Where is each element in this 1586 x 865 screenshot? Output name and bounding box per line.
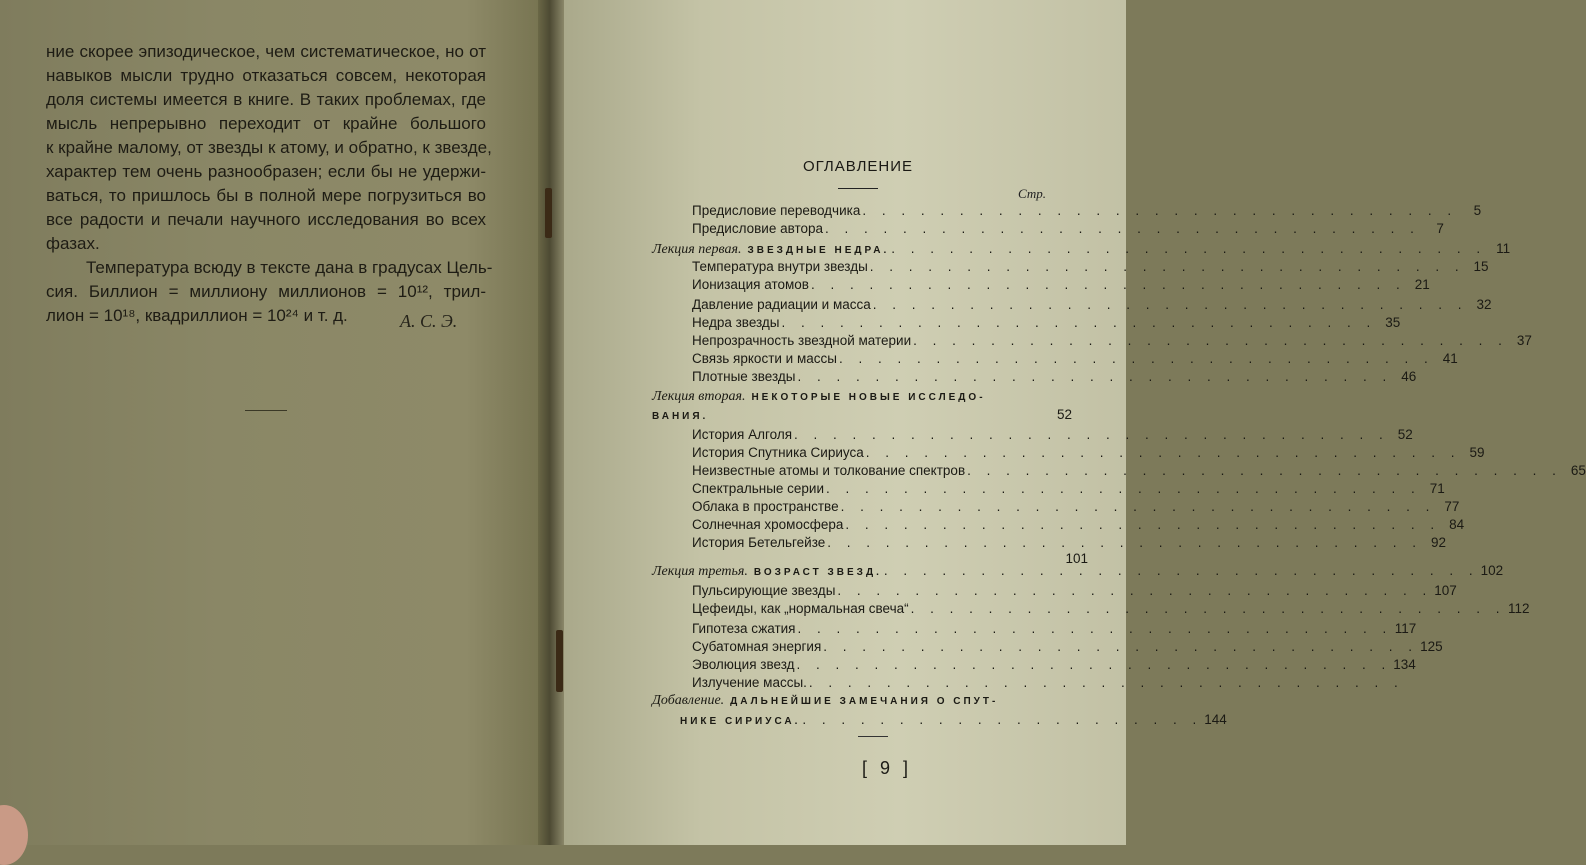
- toc-entry: [692, 427, 1413, 442]
- entry-title: Связь яркости и массы: [692, 351, 837, 366]
- toc-entry: [692, 445, 1485, 460]
- text-line: все радости и печали научного исследования во всех: [46, 210, 486, 229]
- text-line: Температура всюду в тексте дана в градусах Цель-: [86, 258, 493, 277]
- leader-dots: . . . . . . . . . . . . . . . . . . . . . . . . . . . . . . .: [781, 315, 1377, 330]
- entry-title: Ионизация атомов: [692, 277, 809, 292]
- text-line: характер тем очень разнообразен; если бы не удержи-: [46, 162, 486, 181]
- leader-dots: . . . . . . . . . . . . . . . . . . . . . . . . . . . . . . .: [810, 277, 1406, 292]
- toc-entry: [692, 221, 1444, 236]
- toc-entry: [692, 297, 1492, 312]
- lecture-label: Лекция третья.: [652, 564, 748, 579]
- toc-entry: [692, 601, 1530, 616]
- toc-entry: [692, 203, 1482, 218]
- entry-title: Гипотеза сжатия: [692, 621, 796, 636]
- toc-lecture-heading: [652, 563, 1504, 580]
- title-rule: [838, 188, 878, 189]
- lecture-subtitle-cont: ВАНИЯ.: [652, 411, 709, 422]
- entry-title: Излучение массы.: [692, 675, 807, 690]
- toc-entry: [692, 535, 1447, 550]
- toc-entry: [692, 675, 1404, 690]
- end-rule: [858, 736, 888, 737]
- entry-title: История Спутника Сириуса: [692, 445, 864, 460]
- toc-lecture-heading-cont: [680, 712, 1227, 727]
- toc-entry: [692, 657, 1416, 672]
- lecture-subtitle: ДАЛЬНЕЙШИЕ ЗАМЕЧАНИЯ О СПУТ-: [730, 696, 999, 707]
- toc-lecture-heading: [652, 241, 1511, 258]
- entry-title: Давление радиации и масса: [692, 297, 871, 312]
- text-line: навыков мысли трудно отказаться совсем, некоторая: [46, 66, 486, 85]
- text-line: фазах.: [46, 234, 100, 253]
- entry-page: 117: [1394, 621, 1417, 636]
- text-line: ние скорее эпизодическое, чем систематическое, но от: [46, 42, 486, 61]
- entry-title: Температура внутри звезды: [692, 259, 868, 274]
- leader-dots: . . . . . . . . . . . . . . . . . . . . . . . . . . . . . . .: [797, 369, 1393, 384]
- leader-dots: . . . . . . . . . . . . . . . . . . . . . . . . . . . . . . .: [823, 639, 1419, 654]
- toc-entry: [692, 463, 1586, 478]
- entry-page: 65: [1570, 463, 1586, 478]
- entry-page: 37: [1516, 333, 1532, 348]
- entry-title: Спектральные серии: [692, 481, 825, 496]
- page-number: [ 9 ]: [861, 758, 912, 778]
- toc-entry: [692, 583, 1457, 598]
- lecture-subtitle: ЗВЕЗДНЫЕ НЕДРА.: [747, 245, 890, 256]
- entry-page: 71: [1429, 481, 1445, 496]
- lecture-subtitle-cont: НИКЕ СИРИУСА.: [680, 716, 801, 727]
- section-divider: [245, 410, 287, 411]
- toc-entry: [692, 351, 1458, 366]
- entry-page: 46: [1401, 369, 1417, 384]
- entry-title: Солнечная хромосфера: [692, 517, 844, 532]
- entry-title: Облака в пространстве: [692, 499, 839, 514]
- entry-page: 77: [1444, 499, 1460, 514]
- book-spine: [538, 0, 564, 845]
- toc-entry: [692, 639, 1443, 654]
- leader-dots: . . . . . . . . . . . . . . . . . . . . . . . . . . . . . . .: [845, 517, 1441, 532]
- entry-page: 84: [1449, 517, 1465, 532]
- toc-entry: [692, 277, 1430, 292]
- toc-entry: [692, 259, 1489, 274]
- entry-page: 125: [1420, 639, 1443, 654]
- entry-page: 52: [1397, 427, 1413, 442]
- lecture-label: Лекция первая.: [652, 242, 742, 257]
- entry-page: 7: [1436, 221, 1444, 236]
- toc-lecture-heading: [652, 693, 1093, 709]
- entry-page: 92: [1431, 535, 1447, 550]
- entry-page: 112: [1507, 601, 1530, 616]
- toc-title: ОГЛАВЛЕНИЕ: [802, 158, 914, 175]
- leader-dots: . . . . . . . . . . . . . . . . . . . . .: [802, 712, 1203, 727]
- entry-page: 15: [1473, 259, 1489, 274]
- leader-dots: . . . . . . . . . . . . . . . . . . . . . . . . . . . . . . .: [872, 297, 1468, 312]
- entry-page: 32: [1476, 297, 1492, 312]
- leader-dots: . . . . . . . . . . . . . . . . . . . . . . . . . . . . . . .: [910, 601, 1506, 616]
- entry-title: Цефеиды, как „нормальная свеча“: [692, 601, 909, 616]
- entry-title: Плотные звезды: [692, 369, 796, 384]
- leader-dots: . . . . . . . . . . . . . . . . . . . . . . . . . . . . . . .: [825, 221, 1420, 236]
- entry-title: Субатомная энергия: [692, 639, 822, 654]
- text-line: доля системы имеется в книге. В таких проблемах, где: [46, 90, 486, 109]
- toc-entry: [692, 369, 1417, 384]
- entry-page: 102: [1480, 563, 1504, 578]
- toc-entry: [692, 333, 1532, 348]
- leader-dots: . . . . . . . . . . . . . . . . . . . . . . . . . . . . . . .: [967, 463, 1562, 478]
- leader-dots: . . . . . . . . . . . . . . . . . . . . . . . . . . . . . . .: [797, 621, 1393, 636]
- leader-dots: . . . . . . . . . . . . . . . . . . . . . . . . . . . . . . .: [794, 427, 1389, 442]
- staple-top: [545, 188, 552, 238]
- entry-title: Недра звезды: [692, 315, 780, 330]
- text-line: ваться, то пришлось бы в полной мере погрузиться во: [46, 186, 486, 205]
- leader-dots: . . . . . . . . . . . . . . . . . . . . . . . . . . . . . . .: [913, 333, 1508, 348]
- toc-lecture-heading: [652, 389, 1072, 405]
- entry-title: Эволюция звезд: [692, 657, 795, 672]
- page-column-label: Стр.: [1018, 186, 1046, 201]
- entry-title: История Бетельгейзе: [692, 535, 826, 550]
- leader-dots: . . . . . . . . . . . . . . . . . . . . . . . . . . . . . . .: [869, 259, 1465, 274]
- leader-dots: . . . . . . . . . . . . . . . . . . . . . . . . . . . . . . .: [840, 499, 1436, 514]
- leader-dots: . . . . . . . . . . . . . . . . . . . . . . . . . . . . . . .: [865, 445, 1461, 460]
- entry-page: 41: [1442, 351, 1458, 366]
- leader-dots: . . . . . . . . . . . . . . . . . . . . . . . . . . . . . . .: [883, 563, 1479, 578]
- leader-dots: . . . . . . . . . . . . . . . . . . . . . . . . . . . . . . .: [826, 481, 1421, 496]
- toc-entry: [692, 517, 1465, 532]
- toc-page-number: 101: [1065, 551, 1088, 566]
- entry-title: Предисловие переводчика: [692, 203, 861, 218]
- toc-lecture-heading-cont: [652, 407, 1072, 422]
- entry-page: 134: [1393, 657, 1416, 672]
- toc-entry: [692, 621, 1417, 636]
- text-line: к крайне малому, от звезды к атому, и обратно, к звезде,: [46, 138, 492, 157]
- toc-entry: [692, 315, 1401, 330]
- staple-bottom: [556, 630, 563, 692]
- entry-page: 144: [1204, 712, 1227, 727]
- lecture-label: Добавление.: [652, 693, 725, 708]
- leader-dots: . . . . . . . . . . . . . . . . . . . . . . . . . . . . . . .: [891, 241, 1487, 256]
- entry-title: История Алголя: [692, 427, 793, 442]
- entry-page: 21: [1414, 277, 1430, 292]
- lecture-subtitle: НЕКОТОРЫЕ НОВЫЕ ИССЛЕДО-: [751, 392, 986, 403]
- entry-page: 107: [1434, 583, 1457, 598]
- leader-dots: . . . . . . . . . . . . . . . . . . . . . . . . . . . . . . .: [827, 535, 1423, 550]
- entry-page: 11: [1496, 241, 1511, 256]
- toc-entry: [692, 481, 1445, 496]
- entry-title: Непрозрачность звездной материи: [692, 333, 912, 348]
- entry-page: 52: [1056, 407, 1072, 422]
- lecture-label: Лекция вторая.: [652, 389, 746, 404]
- preface-text: [46, 40, 493, 328]
- entry-title: Предисловие автора: [692, 221, 824, 236]
- text-line: лион = 10¹⁸, квадриллион = 10²⁴ и т. д.: [46, 306, 348, 325]
- entry-title: Пульсирующие звезды: [692, 583, 836, 598]
- entry-page: 59: [1469, 445, 1485, 460]
- leader-dots: . . . . . . . . . . . . . . . . . . . . . . . . . . . . . . .: [838, 351, 1434, 366]
- lecture-subtitle: ВОЗРАСТ ЗВЕЗД.: [753, 567, 882, 578]
- entry-page: 5: [1473, 203, 1482, 218]
- leader-dots: . . . . . . . . . . . . . . . . . . . . . . . . . . . . . . .: [808, 675, 1404, 690]
- toc-entry: [692, 499, 1460, 514]
- text-line: мысль непрерывно переходит от крайне большого: [46, 114, 486, 133]
- leader-dots: . . . . . . . . . . . . . . . . . . . . . . . . . . . . . . .: [862, 203, 1458, 218]
- leader-dots: . . . . . . . . . . . . . . . . . . . . . . . . . . . . . . .: [796, 657, 1392, 672]
- author-signature: А. С. Э.: [400, 311, 458, 331]
- text-line: сия. Биллион = миллиону миллионов = 10¹², трил-: [46, 282, 486, 301]
- leader-dots: . . . . . . . . . . . . . . . . . . . . . . . . . . . . . . .: [837, 583, 1433, 598]
- entry-page: 35: [1385, 315, 1401, 330]
- entry-title: Неизвестные атомы и толкование спектров: [692, 463, 966, 478]
